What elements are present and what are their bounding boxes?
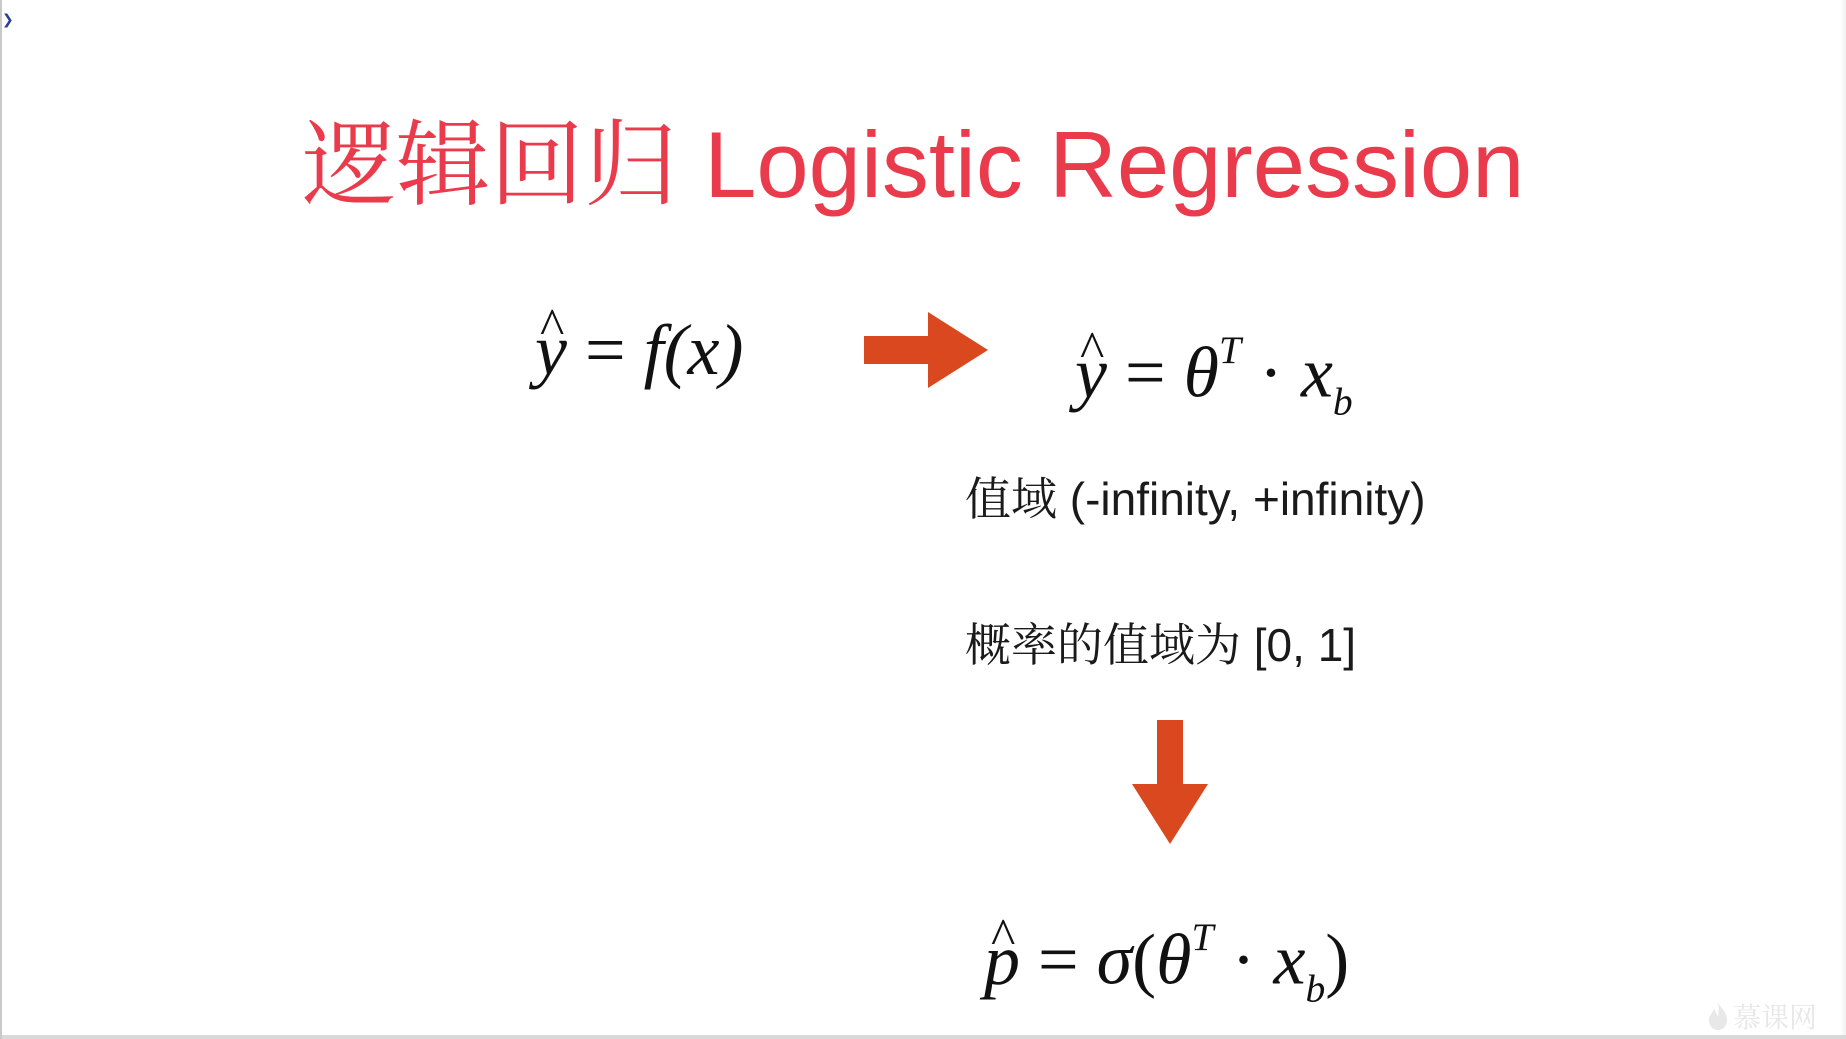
range-note: 值域 (-infinity, +infinity) xyxy=(965,473,1426,525)
arrow-right-icon xyxy=(862,310,992,390)
equation-left xyxy=(535,305,744,395)
y-hat: ^ y xyxy=(535,305,567,395)
watermark xyxy=(1707,996,1817,1036)
equals-sign: = xyxy=(584,310,626,390)
theta: θ xyxy=(1183,332,1219,413)
equals-sign: = xyxy=(1038,919,1079,1000)
p-hat: ^ p xyxy=(984,915,1020,1005)
b-subscript: b xyxy=(1305,966,1326,1011)
function-expression: f(x) xyxy=(643,310,744,390)
dot-operator: · xyxy=(1258,332,1283,413)
equation-linear xyxy=(1075,305,1353,446)
right-edge xyxy=(1840,0,1846,1039)
y-hat: ^ y xyxy=(1075,328,1107,418)
arrow-down-icon xyxy=(1130,718,1210,848)
open-paren: ( xyxy=(1132,919,1157,1000)
corner-marker-icon: ❯ xyxy=(2,12,14,28)
equals-sign: = xyxy=(1124,332,1166,413)
flame-logo-icon xyxy=(1707,1001,1729,1031)
theta: θ xyxy=(1156,919,1192,1000)
slide-title: 逻辑回归 Logistic Regression xyxy=(302,112,1525,217)
transpose-superscript: T xyxy=(1191,915,1214,959)
b-subscript: b xyxy=(1332,379,1353,424)
sigma: σ xyxy=(1096,919,1133,1000)
bottom-edge xyxy=(2,1035,1846,1039)
x-variable: x xyxy=(1273,919,1306,1000)
probability-range-note: 概率的值域为 [0, 1] xyxy=(965,619,1357,671)
equation-sigmoid xyxy=(984,892,1349,1033)
close-paren: ) xyxy=(1325,919,1350,1000)
watermark-text: 慕课网 xyxy=(1733,1001,1818,1034)
dot-operator: · xyxy=(1231,919,1256,1000)
x-variable: x xyxy=(1300,332,1333,413)
transpose-superscript: T xyxy=(1218,328,1241,372)
